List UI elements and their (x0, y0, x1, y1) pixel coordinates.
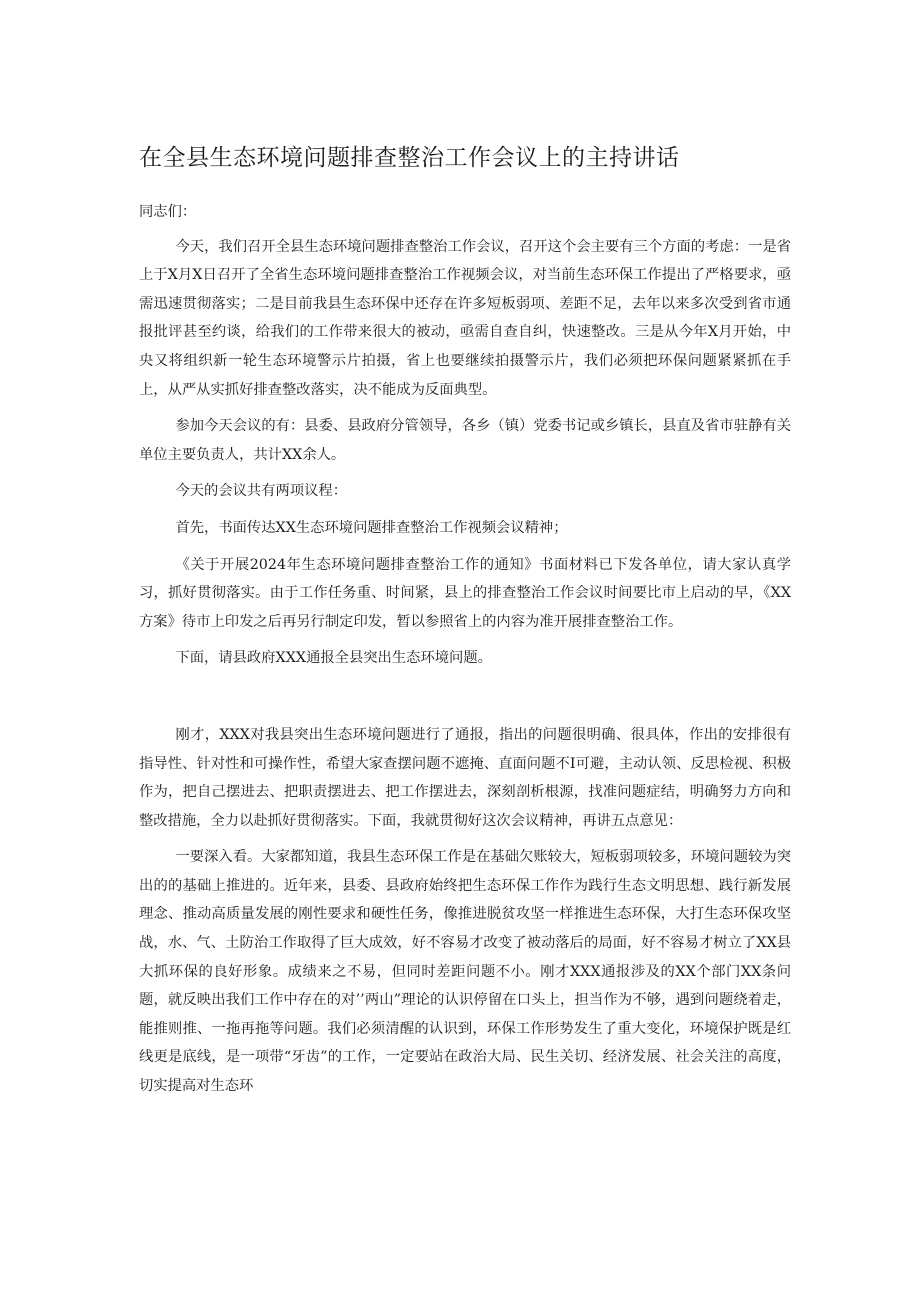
paragraph-meeting-purpose: 今天，我们召开全县生态环境问题排查整治工作会议，召开这个会主要有三个方面的考虑：一是省上于X月X日召开了全省生态环境问题排查整治工作视频会议，对当前生态环保工作提出了严格要求，亟需迅速贯彻落实；二是目前我县生态环保中还存在许多短板弱项、差距不足，去年以来多次受到省市通报批评甚至约谈，给我们的工作带来很大的被动，亟需自查自纠，快速整改。三是从今年X月开始，中央又将组织新一轮生态环境警示片拍摄，省上也要继续拍摄警示片，我们必须把环保问题紧紧抓在手上，从严从实抓好排查整改落实，决不能成为反面典型。 (139, 238, 791, 398)
paragraph-agenda-first: 首先，书面传达XX生态环境问题排查整治工作视频会议精神； (175, 519, 568, 536)
paragraph-attendees: 参加今天会议的有：县委、县政府分管领导，各乡（镇）党委书记或乡镇长，县直及省市驻静有关单位主要负责人，共计XX余人。 (139, 418, 791, 463)
document-body (139, 198, 791, 1109)
document-title: 在全县生态环境问题排查整治工作会议上的主持讲话 (139, 145, 680, 171)
paragraph-agenda-next: 下面，请县政府XXX通报全县突出生态环境问题。 (175, 650, 492, 667)
paragraph-notice: 《关于开展2024年生态环境问题排查整治工作的通知》书面材料已下发各单位，请大家认真学习，抓好贯彻落实。由于工作任务重、时间紧，县上的排查整治工作会议时间要比市上启动的早，《XX方案》待市上印发之后再另行制定印发，暂以参照省上的内容为准开展排查整治工作。 (139, 556, 791, 630)
paragraph-summary: 刚才，XXX对我县突出生态环境问题进行了通报，指出的问题很明确、很具体，作出的安排很有指导性、针对性和可操作性，希望大家查摆问题不遮掩、直面问题不I可避，主动认领、反思检视、积极作为，把自己摆进去、把职责摆进去、把工作摆进去，深刻剖析根源，找准问题症结，明确努力方向和整改措施，全力以赴抓好贯彻落实。下面，我就贯彻好这次会议精神，再讲五点意见： (139, 726, 791, 829)
salutation: 同志们： (139, 204, 197, 220)
paragraph-agenda: 今天的会议共有两项议程： (175, 483, 348, 500)
paragraph-point-one: 一要深入看。大家都知道，我县生态环保工作是在基础欠账较大，短板弱项较多，环境问题较为突出的的基础上推进的。近年来，县委、县政府始终把生态环保工作作为践行生态文明思想、践行新发展理念、推动高质量发展的刚性要求和硬性任务，像推进脱贫攻坚一样推进生态环保，大打生态环保攻坚战，水、气、土防治工作取得了巨大成效，好不容易才改变了被动落后的局面，好不容易才树立了XX县大抓环保的良好形象。成绩来之不易，但同时差距问题不小。刚才XXX通报涉及的XX个部门XX条问题，就反映出我们工作中存在的对’’两山”理论的认识停留在口头上，担当作为不够，遇到问题绕着走，能推则推、一拖再拖等问题。我们必须清醒的认识到，环保工作形势发生了重大变化，环境保护既是红线更是底线，是一项带“牙齿”的工作，一定要站在政治大局、民生关切、经济发展、社会关注的高度，切实提高对生态环 (139, 849, 791, 1095)
